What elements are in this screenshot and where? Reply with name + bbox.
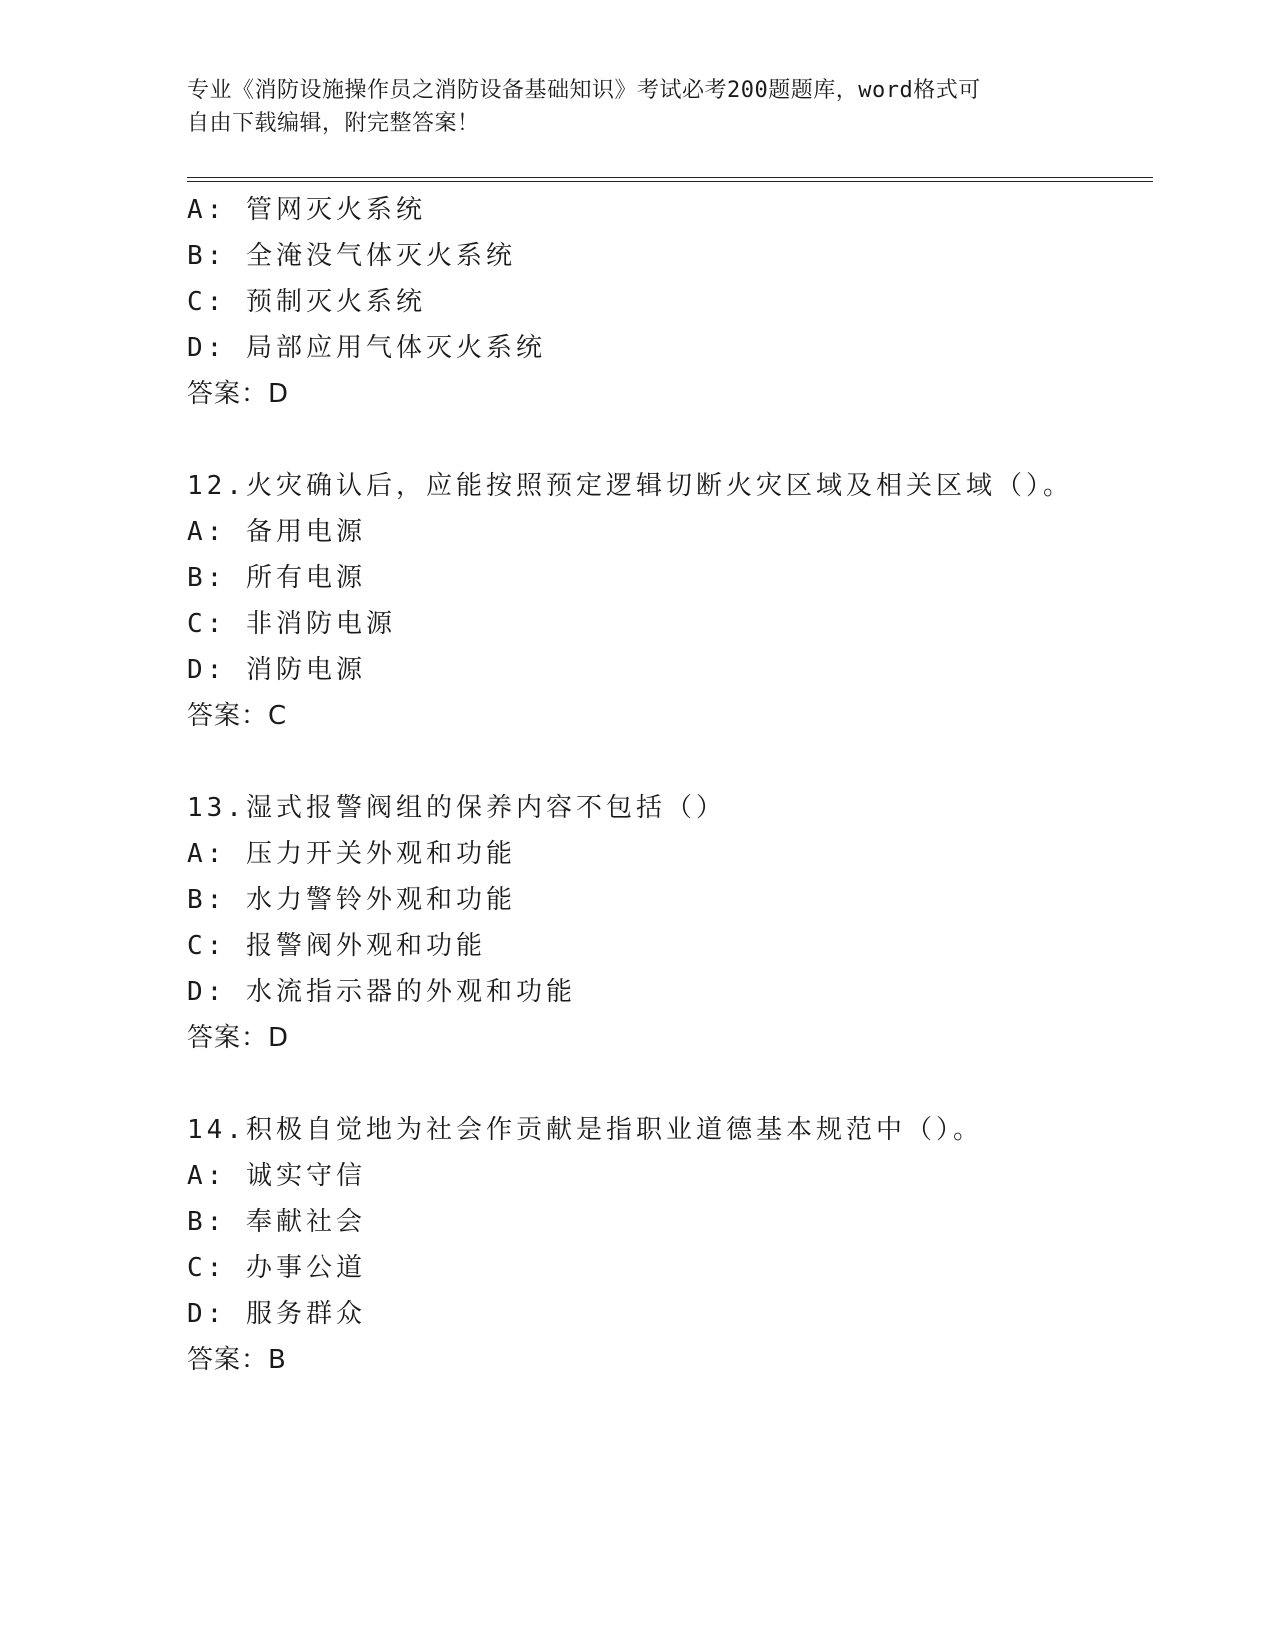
option-b: B: 全淹没气体灭火系统 [187,241,516,271]
header-divider [187,177,1153,182]
option-a: A: 备用电源 [187,517,366,547]
option-d: D: 服务群众 [187,1299,366,1329]
option-b: B: 水力警铃外观和功能 [187,885,516,915]
spacer [187,417,1147,463]
question-text: 14.积极自觉地为社会作贡献是指职业道德基本规范中（）。 [187,1115,983,1145]
question-list [187,187,1147,1383]
option-c: C: 非消防电源 [187,609,396,639]
option-d: D: 消防电源 [187,655,366,685]
answer-line: 答案：B [187,1345,287,1375]
option-b: B: 所有电源 [187,563,366,593]
option-a: A: 压力开关外观和功能 [187,839,516,869]
header-line-1: 专业《消防设施操作员之消防设备基础知识》考试必考200题题库，word格式可 [187,78,981,103]
question-block-13 [187,785,1147,1061]
spacer [187,1061,1147,1107]
answer-line: 答案：D [187,1023,290,1053]
question-block-11 [187,187,1147,417]
question-block-14 [187,1107,1147,1383]
option-d: D: 局部应用气体灭火系统 [187,333,546,363]
option-b: B: 奉献社会 [187,1207,366,1237]
question-text: 12.火灾确认后，应能按照预定逻辑切断火灾区域及相关区域（）。 [187,471,1073,501]
option-a: A: 管网灭火系统 [187,195,426,225]
question-text: 13.湿式报警阀组的保养内容不包括（） [187,793,726,823]
spacer [187,739,1147,785]
option-c: C: 办事公道 [187,1253,366,1283]
answer-line: 答案：C [187,701,288,731]
option-c: C: 预制灭火系统 [187,287,426,317]
option-c: C: 报警阀外观和功能 [187,931,486,961]
option-a: A: 诚实守信 [187,1161,366,1191]
question-block-12 [187,463,1147,739]
answer-line: 答案：D [187,379,290,409]
document-header [187,74,1067,140]
header-line-2: 自由下载编辑，附完整答案！ [187,111,480,136]
option-d: D: 水流指示器的外观和功能 [187,977,576,1007]
